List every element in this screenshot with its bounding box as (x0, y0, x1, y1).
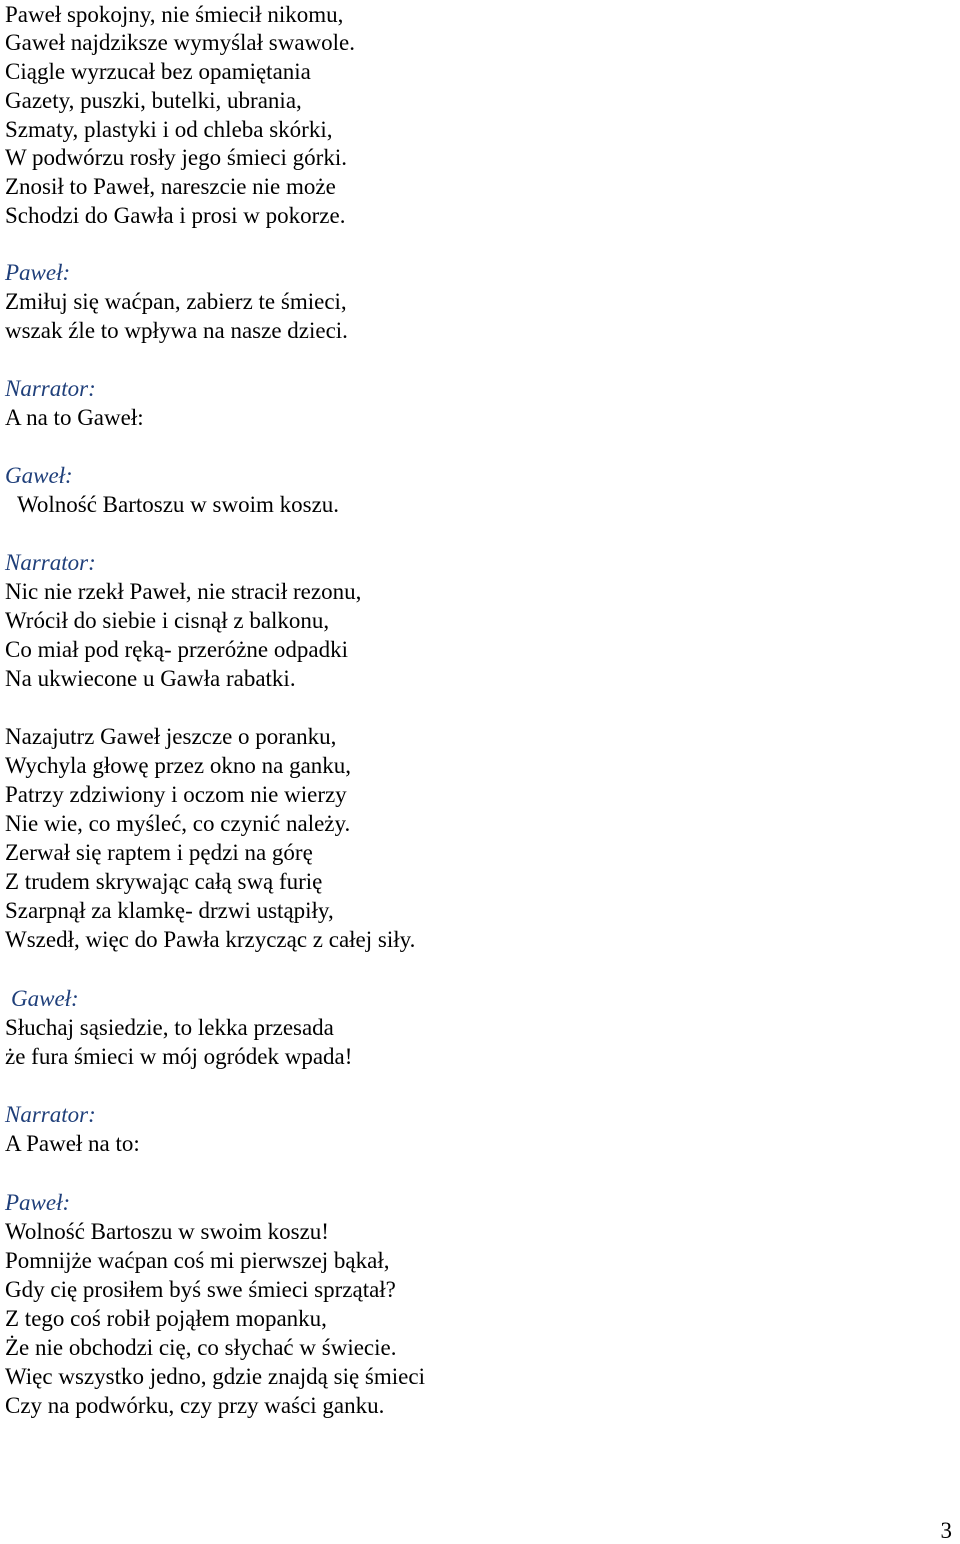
verse-line: Z tego coś robił pojąłem mopanku, (5, 1306, 327, 1331)
verse-line: Zmiłuj się waćpan, zabierz te śmieci, (5, 289, 347, 314)
verse-line: Znosił to Paweł, nareszcie nie może (5, 174, 336, 199)
verse-line: Gazety, puszki, butelki, ubrania, (5, 88, 302, 113)
speaker-label: Paweł: (5, 260, 71, 285)
speaker-label: Paweł: (5, 1190, 71, 1215)
verse-line: Pomnijże waćpan coś mi pierwszej bąkał, (5, 1248, 390, 1273)
verse-line: Wychyla głowę przez okno na ganku, (5, 753, 352, 778)
verse-line: Paweł spokojny, nie śmiecił nikomu, (5, 2, 344, 27)
verse-line: Nic nie rzekł Paweł, nie stracił rezonu, (5, 579, 362, 604)
speaker-label: Gaweł: (11, 986, 79, 1011)
speaker-label: Gaweł: (5, 463, 73, 488)
verse-line: Szarpnął za klamkę- drzwi ustąpiły, (5, 898, 334, 923)
verse-line: Że nie obchodzi cię, co słychać w świecie. (5, 1335, 397, 1360)
verse-line: Na ukwiecone u Gawła rabatki. (5, 666, 296, 691)
verse-line: Wolność Bartoszu w swoim koszu! (5, 1219, 329, 1244)
verse-line: Wszedł, więc do Pawła krzycząc z całej siły. (5, 927, 416, 952)
verse-line: Słuchaj sąsiedzie, to lekka przesada (5, 1015, 334, 1040)
verse-line: Nazajutrz Gaweł jeszcze o poranku, (5, 724, 337, 749)
verse-line: Schodzi do Gawła i prosi w pokorze. (5, 203, 346, 228)
verse-line: Gdy cię prosiłem byś swe śmieci sprzątał? (5, 1277, 396, 1302)
verse-line: Więc wszystko jedno, gdzie znajdą się śmieci (5, 1364, 425, 1389)
verse-line: Z trudem skrywając całą swą furię (5, 869, 323, 894)
verse-line: Co miał pod ręką- przeróżne odpadki (5, 637, 348, 662)
page-number: 3 (940, 1518, 952, 1543)
verse-line: Czy na podwórku, czy przy waści ganku. (5, 1393, 385, 1418)
verse-line: Nie wie, co myśleć, co czynić należy. (5, 811, 351, 836)
verse-line: Wrócił do siebie i cisnął z balkonu, (5, 608, 330, 633)
verse-line: Ciągle wyrzucał bez opamiętania (5, 59, 311, 84)
verse-line: że fura śmieci w mój ogródek wpada! (5, 1044, 353, 1069)
verse-line: W podwórzu rosły jego śmieci górki. (5, 145, 347, 170)
verse-line: A Paweł na to: (5, 1131, 140, 1156)
verse-line: Wolność Bartoszu w swoim koszu. (17, 492, 340, 517)
speaker-label: Narrator: (5, 376, 96, 401)
speaker-label: Narrator: (5, 550, 96, 575)
verse-line: Szmaty, plastyki i od chleba skórki, (5, 117, 333, 142)
speaker-label: Narrator: (5, 1102, 96, 1127)
verse-line: wszak źle to wpływa na nasze dzieci. (5, 318, 348, 343)
verse-line: Zerwał się raptem i pędzi na górę (5, 840, 313, 865)
verse-line: A na to Gaweł: (5, 405, 144, 430)
verse-line: Gaweł najdziksze wymyślał swawole. (5, 30, 356, 55)
verse-line: Patrzy zdziwiony i oczom nie wierzy (5, 782, 347, 807)
